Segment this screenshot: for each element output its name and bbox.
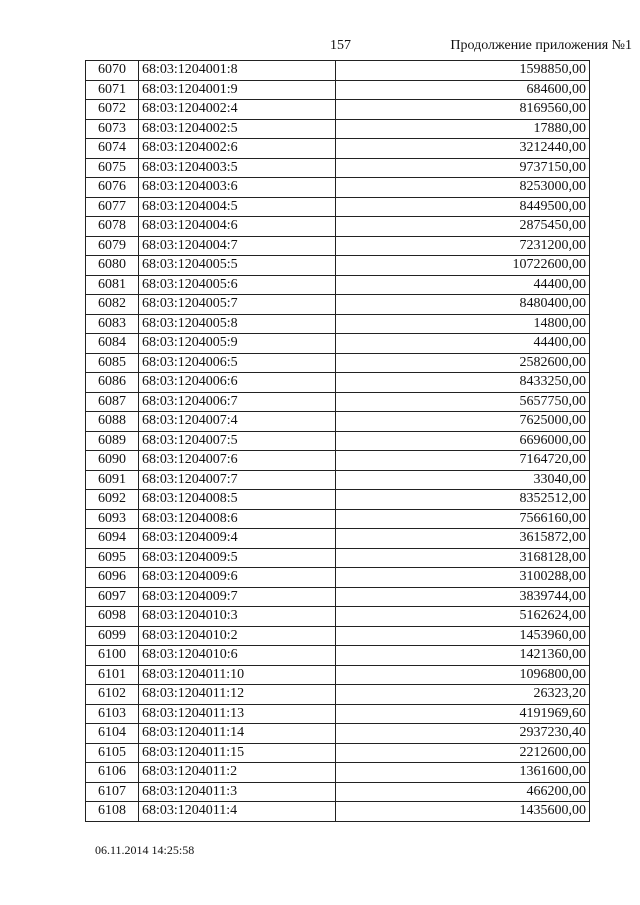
table-row xyxy=(86,197,590,217)
row-number-cell: 6090 xyxy=(86,451,139,471)
row-number-cell: 6098 xyxy=(86,607,139,627)
row-number-cell: 6095 xyxy=(86,548,139,568)
row-number-cell: 6100 xyxy=(86,646,139,666)
cadastral-number-cell: 68:03:1204010:6 xyxy=(139,646,336,666)
table-row xyxy=(86,568,590,588)
cadastral-number-cell: 68:03:1204011:14 xyxy=(139,724,336,744)
table-row xyxy=(86,802,590,822)
table-row xyxy=(86,782,590,802)
cadastral-number-cell: 68:03:1204007:5 xyxy=(139,431,336,451)
table-body xyxy=(86,61,590,822)
table-row xyxy=(86,80,590,100)
amount-cell: 3212440,00 xyxy=(336,139,590,159)
amount-cell: 1435600,00 xyxy=(336,802,590,822)
amount-cell: 466200,00 xyxy=(336,782,590,802)
table-row xyxy=(86,763,590,783)
amount-cell: 7164720,00 xyxy=(336,451,590,471)
amount-cell: 7231200,00 xyxy=(336,236,590,256)
cadastral-number-cell: 68:03:1204001:8 xyxy=(139,61,336,81)
cadastral-number-cell: 68:03:1204011:12 xyxy=(139,685,336,705)
cadastral-number-cell: 68:03:1204007:4 xyxy=(139,412,336,432)
cadastral-number-cell: 68:03:1204005:6 xyxy=(139,275,336,295)
table-row xyxy=(86,392,590,412)
cadastral-number-cell: 68:03:1204004:6 xyxy=(139,217,336,237)
amount-cell: 2212600,00 xyxy=(336,743,590,763)
table-row xyxy=(86,490,590,510)
cadastral-number-cell: 68:03:1204011:2 xyxy=(139,763,336,783)
cadastral-number-cell: 68:03:1204003:6 xyxy=(139,178,336,198)
amount-cell: 7625000,00 xyxy=(336,412,590,432)
row-number-cell: 6088 xyxy=(86,412,139,432)
row-number-cell: 6078 xyxy=(86,217,139,237)
amount-cell: 2937230,40 xyxy=(336,724,590,744)
cadastral-number-cell: 68:03:1204001:9 xyxy=(139,80,336,100)
amount-cell: 33040,00 xyxy=(336,470,590,490)
cadastral-number-cell: 68:03:1204005:7 xyxy=(139,295,336,315)
cadastral-number-cell: 68:03:1204006:7 xyxy=(139,392,336,412)
table-row xyxy=(86,626,590,646)
table-row xyxy=(86,217,590,237)
row-number-cell: 6086 xyxy=(86,373,139,393)
table-row xyxy=(86,100,590,120)
amount-cell: 3615872,00 xyxy=(336,529,590,549)
amount-cell: 8449500,00 xyxy=(336,197,590,217)
table-row xyxy=(86,61,590,81)
cadastral-number-cell: 68:03:1204011:10 xyxy=(139,665,336,685)
row-number-cell: 6094 xyxy=(86,529,139,549)
amount-cell: 3100288,00 xyxy=(336,568,590,588)
row-number-cell: 6097 xyxy=(86,587,139,607)
amount-cell: 8253000,00 xyxy=(336,178,590,198)
table-row xyxy=(86,665,590,685)
page-number: 157 xyxy=(330,38,351,53)
table-row xyxy=(86,509,590,529)
row-number-cell: 6091 xyxy=(86,470,139,490)
cadastral-number-cell: 68:03:1204007:6 xyxy=(139,451,336,471)
row-number-cell: 6092 xyxy=(86,490,139,510)
cadastral-table xyxy=(85,60,590,822)
table-row xyxy=(86,139,590,159)
table-row xyxy=(86,470,590,490)
table-row xyxy=(86,353,590,373)
amount-cell: 14800,00 xyxy=(336,314,590,334)
table-row xyxy=(86,373,590,393)
cadastral-number-cell: 68:03:1204006:6 xyxy=(139,373,336,393)
table-row xyxy=(86,334,590,354)
amount-cell: 8480400,00 xyxy=(336,295,590,315)
amount-cell: 2875450,00 xyxy=(336,217,590,237)
row-number-cell: 6072 xyxy=(86,100,139,120)
table-row xyxy=(86,529,590,549)
table-row xyxy=(86,724,590,744)
table-row xyxy=(86,743,590,763)
cadastral-number-cell: 68:03:1204011:13 xyxy=(139,704,336,724)
table-row xyxy=(86,431,590,451)
row-number-cell: 6081 xyxy=(86,275,139,295)
amount-cell: 3839744,00 xyxy=(336,587,590,607)
table-row xyxy=(86,158,590,178)
amount-cell: 2582600,00 xyxy=(336,353,590,373)
table-row xyxy=(86,451,590,471)
amount-cell: 4191969,60 xyxy=(336,704,590,724)
amount-cell: 9737150,00 xyxy=(336,158,590,178)
amount-cell: 8433250,00 xyxy=(336,373,590,393)
amount-cell: 44400,00 xyxy=(336,275,590,295)
row-number-cell: 6070 xyxy=(86,61,139,81)
table-row xyxy=(86,275,590,295)
table-row xyxy=(86,587,590,607)
amount-cell: 3168128,00 xyxy=(336,548,590,568)
row-number-cell: 6105 xyxy=(86,743,139,763)
amount-cell: 1096800,00 xyxy=(336,665,590,685)
row-number-cell: 6071 xyxy=(86,80,139,100)
cadastral-number-cell: 68:03:1204010:2 xyxy=(139,626,336,646)
cadastral-number-cell: 68:03:1204009:6 xyxy=(139,568,336,588)
cadastral-number-cell: 68:03:1204002:6 xyxy=(139,139,336,159)
amount-cell: 1421360,00 xyxy=(336,646,590,666)
amount-cell: 8352512,00 xyxy=(336,490,590,510)
cadastral-number-cell: 68:03:1204011:15 xyxy=(139,743,336,763)
cadastral-number-cell: 68:03:1204003:5 xyxy=(139,158,336,178)
amount-cell: 10722600,00 xyxy=(336,256,590,276)
cadastral-number-cell: 68:03:1204005:5 xyxy=(139,256,336,276)
amount-cell: 1598850,00 xyxy=(336,61,590,81)
row-number-cell: 6099 xyxy=(86,626,139,646)
row-number-cell: 6089 xyxy=(86,431,139,451)
cadastral-number-cell: 68:03:1204007:7 xyxy=(139,470,336,490)
row-number-cell: 6107 xyxy=(86,782,139,802)
cadastral-number-cell: 68:03:1204010:3 xyxy=(139,607,336,627)
amount-cell: 6696000,00 xyxy=(336,431,590,451)
row-number-cell: 6108 xyxy=(86,802,139,822)
table-row xyxy=(86,236,590,256)
amount-cell: 1453960,00 xyxy=(336,626,590,646)
row-number-cell: 6087 xyxy=(86,392,139,412)
table-row xyxy=(86,607,590,627)
amount-cell: 44400,00 xyxy=(336,334,590,354)
row-number-cell: 6101 xyxy=(86,665,139,685)
table-row xyxy=(86,646,590,666)
cadastral-number-cell: 68:03:1204002:4 xyxy=(139,100,336,120)
row-number-cell: 6104 xyxy=(86,724,139,744)
row-number-cell: 6093 xyxy=(86,509,139,529)
table-row xyxy=(86,685,590,705)
amount-cell: 684600,00 xyxy=(336,80,590,100)
cadastral-number-cell: 68:03:1204009:5 xyxy=(139,548,336,568)
amount-cell: 5657750,00 xyxy=(336,392,590,412)
cadastral-number-cell: 68:03:1204005:8 xyxy=(139,314,336,334)
cadastral-number-cell: 68:03:1204011:4 xyxy=(139,802,336,822)
table-row xyxy=(86,178,590,198)
amount-cell: 7566160,00 xyxy=(336,509,590,529)
cadastral-number-cell: 68:03:1204002:5 xyxy=(139,119,336,139)
row-number-cell: 6102 xyxy=(86,685,139,705)
row-number-cell: 6074 xyxy=(86,139,139,159)
row-number-cell: 6073 xyxy=(86,119,139,139)
row-number-cell: 6106 xyxy=(86,763,139,783)
row-number-cell: 6096 xyxy=(86,568,139,588)
cadastral-number-cell: 68:03:1204008:5 xyxy=(139,490,336,510)
table-row xyxy=(86,256,590,276)
row-number-cell: 6085 xyxy=(86,353,139,373)
amount-cell: 5162624,00 xyxy=(336,607,590,627)
table-row xyxy=(86,704,590,724)
cadastral-number-cell: 68:03:1204005:9 xyxy=(139,334,336,354)
table-row xyxy=(86,412,590,432)
row-number-cell: 6076 xyxy=(86,178,139,198)
cadastral-number-cell: 68:03:1204004:5 xyxy=(139,197,336,217)
cadastral-number-cell: 68:03:1204006:5 xyxy=(139,353,336,373)
row-number-cell: 6084 xyxy=(86,334,139,354)
table-row xyxy=(86,548,590,568)
footer-timestamp: 06.11.2014 14:25:58 xyxy=(95,843,195,857)
header-note: Продолжение приложения №1 xyxy=(450,38,632,53)
amount-cell: 1361600,00 xyxy=(336,763,590,783)
table-row xyxy=(86,119,590,139)
cadastral-number-cell: 68:03:1204011:3 xyxy=(139,782,336,802)
cadastral-number-cell: 68:03:1204009:4 xyxy=(139,529,336,549)
row-number-cell: 6079 xyxy=(86,236,139,256)
amount-cell: 26323,20 xyxy=(336,685,590,705)
row-number-cell: 6080 xyxy=(86,256,139,276)
cadastral-number-cell: 68:03:1204009:7 xyxy=(139,587,336,607)
row-number-cell: 6075 xyxy=(86,158,139,178)
row-number-cell: 6103 xyxy=(86,704,139,724)
cadastral-number-cell: 68:03:1204008:6 xyxy=(139,509,336,529)
table-row xyxy=(86,314,590,334)
amount-cell: 17880,00 xyxy=(336,119,590,139)
table-row xyxy=(86,295,590,315)
row-number-cell: 6077 xyxy=(86,197,139,217)
cadastral-number-cell: 68:03:1204004:7 xyxy=(139,236,336,256)
amount-cell: 8169560,00 xyxy=(336,100,590,120)
row-number-cell: 6082 xyxy=(86,295,139,315)
row-number-cell: 6083 xyxy=(86,314,139,334)
